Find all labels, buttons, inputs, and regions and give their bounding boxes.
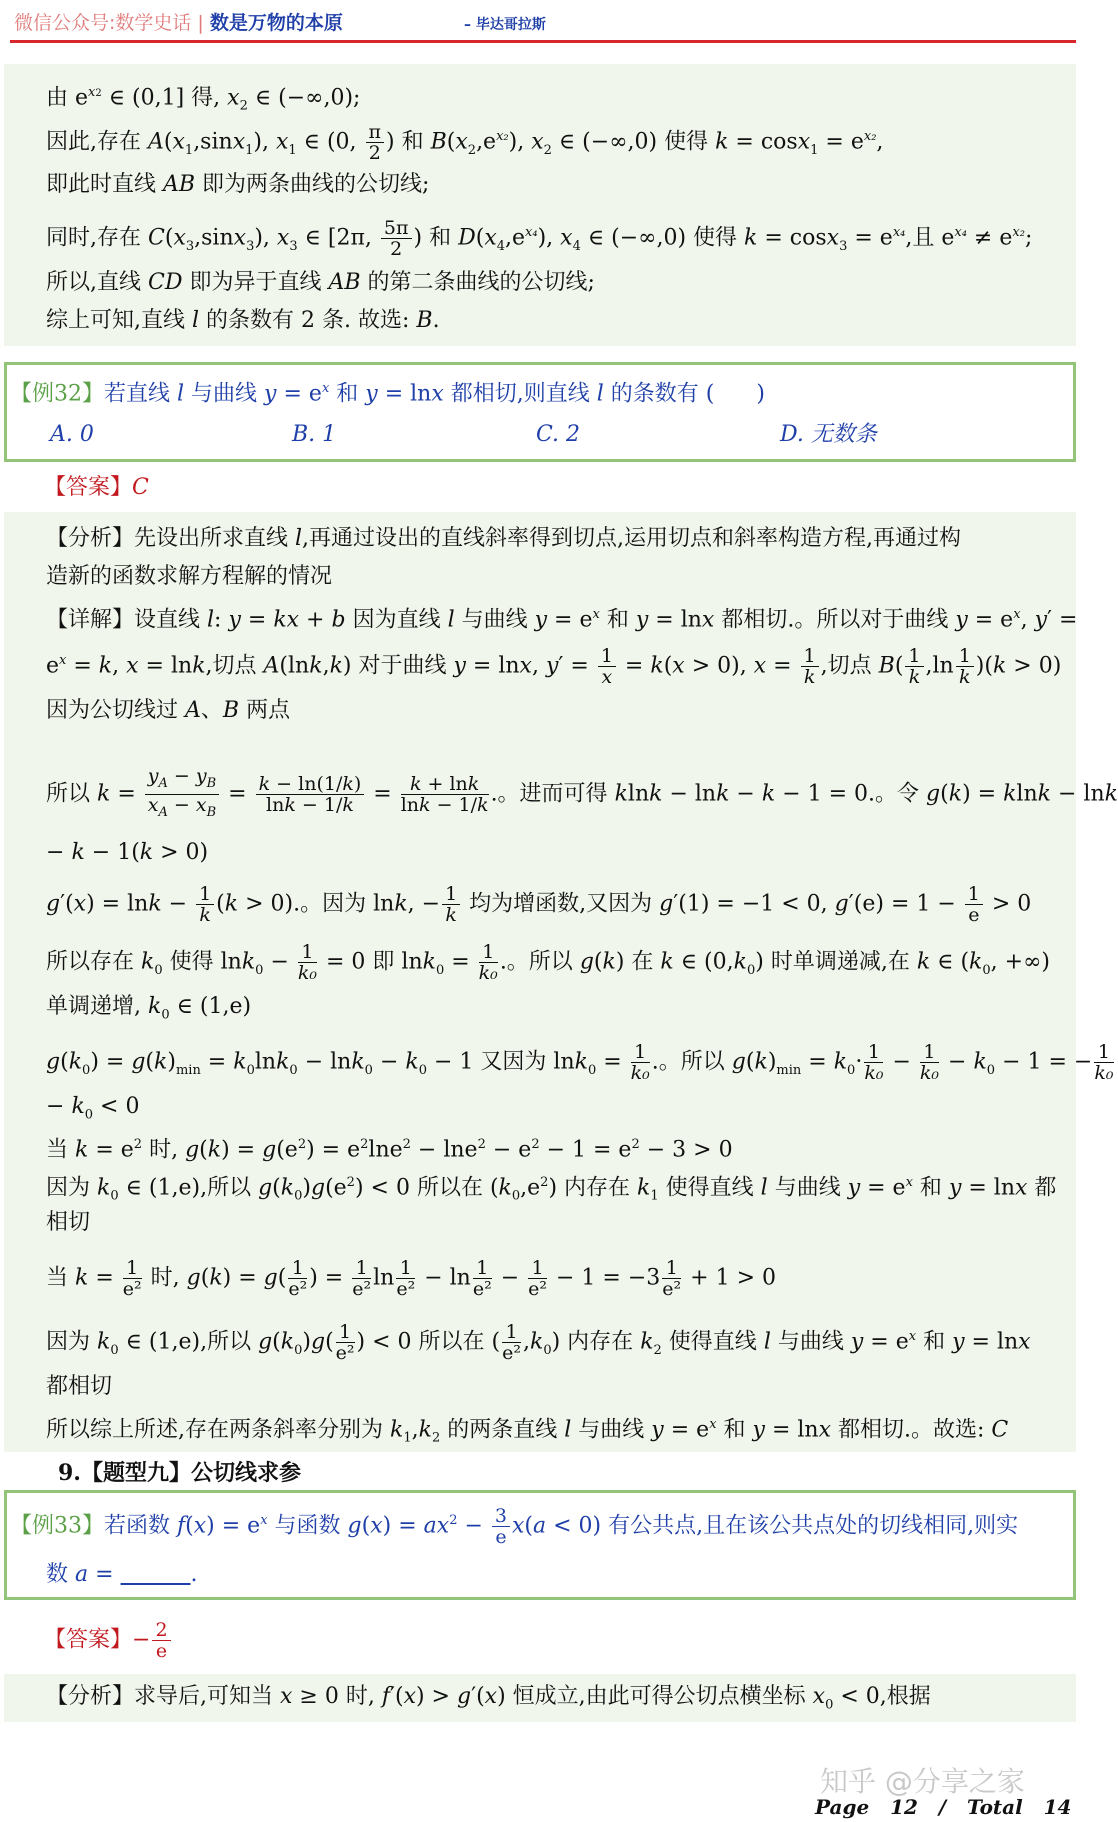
solution-line: 所以存在 $k_0$ 使得 lnk$_0$ − $\frac{1}{\text{k₀}}$ = 0 即 lnk$_0$ = $\frac{1}{\text{k₀}}$ .。所以 g(k) 在 k ∈ $(0,k_0)$ 时单调递减,在 k ∈ ($k_0$, +∞) [46, 941, 1050, 984]
solution-line: 单调递增, $k_0$ ∈ (1,e) [46, 994, 252, 1023]
solution-line: 所以综上所述,存在两条斜率分别为 $k_1,k_2$ 的两条直线 l 与曲线 $y = e^x$ 和 y = lnx 都相切.。故选: C [46, 1417, 1009, 1446]
solution-line: − k − 1(k > 0) [46, 840, 209, 865]
solution-line: 都相切 [46, 1374, 113, 1399]
solution-line: 同时,存在 $C(x_3,\sin x_3)$, $x_3$ ∈ [2π, $\frac{5\pi}{2}$ ) 和 $D(x_4,e^{x_4})$, $x_4$ ∈ (−∞,0) 使得 $k = \cos x_3 = e^{x_4}$,且 $e^{x_4} \ne e^{x_2}$; [46, 217, 1033, 260]
solution-line: 因此,存在 $A(x_1,\sin x_1)$, $x_1$ ∈ (0, $\frac{\pi}{2}$ ) 和 $B(x_2,e^{x_2})$, $x_2$ ∈ (−∞,0) 使得 $k = \cos x_1 = e^{x_2}$, [46, 121, 884, 164]
solution-line: 当 $k = e^2$ 时, $g(k) = g(e^2) = e^2\ln e^2 - \ln e^2 - e^2 - 1 = e^2 - 3 > 0$ [46, 1137, 733, 1163]
answer-value: C [132, 475, 149, 500]
solution-line: $g(k_0) = g(k)_{min} = k_0\ln k_0 - \ln k_0 - k_0 - 1$ 又因为 lnk$_0$ = $\frac{1}{\text{k₀}}$ .。所以 $g(k)_{min} = k_0\cdot$ $\frac{1}{\text{k₀}}$ − $\frac{1}{\text{k₀}}$ − $k_0 - 1$ = − $\frac{1}{\text{k₀}}$ [46, 1041, 1114, 1084]
solution-line: 【详解】设直线 l: y = kx + b 因为直线 l 与曲线 $y = e^x$ 和 y = lnx 都相切.。所以对于曲线 $y = e^x$, y′ = [46, 607, 1078, 633]
example-33-question-line2: 数 a = . [46, 1562, 198, 1587]
example-33-question-line1: 【例33】若函数 $f(x) = e^x$ 与函数 $g(x) = ax^2$ − $\frac{3}{e}$ x(a < 0) 有公共点,且在该公共点处的切线相同,则实 [10, 1505, 1019, 1548]
page-number: 12 [890, 1795, 918, 1819]
solution-line: 所以,直线 CD 即为异于直线 AB 的第二条曲线的公切线; [46, 270, 595, 295]
solution-line: g′(x) = lnk − $\frac{1}{k}$ (k > 0).。因为 lnk, − $\frac{1}{k}$ 均为增函数,又因为 g′(1) = −1 < 0, g′(e) = 1 − $\frac{1}{e}$ > 0 [46, 883, 1032, 926]
solution-line: 因为公切线过 A、B 两点 [46, 698, 291, 723]
example-32-question: 【例32】若直线 l 与曲线 $y = e^x$ 和 y = lnx 都相切,则直线 l 的条数有 ( ) [10, 381, 765, 407]
answer-tag: 【答案】 [44, 475, 133, 500]
solution-line: 由 $e^{x2}$ ∈ (0,1] 得, $x_2$ ∈ (−∞,0); [46, 85, 361, 114]
solution-line: − $k_0 < 0$ [46, 1094, 140, 1123]
solution-line: $e^x = k$, x = lnk,切点 A(lnk,k) 对于曲线 y = lnx, y′ = $\frac{1}{x}$ = k(x > 0), x = $\frac{1}{k}$ ,切点 B( $\frac{1}{k}$ ,ln $\frac{1}{k}$ )(k > 0) [46, 645, 1062, 688]
option-d: D. 无数条 [780, 422, 877, 447]
solution-line: 因为 $k_0$ ∈ (1,e),所以 $g(k_0)g(e^2) < 0$ 所以在 $(k_0,e^2)$ 内存在 $k_1$ 使得直线 l 与曲线 $y = e^x$ 和 y = lnx 都 [46, 1175, 1057, 1204]
header-author: – 毕达哥拉斯 [464, 17, 546, 33]
page-header [14, 8, 546, 38]
solution-line: 造新的函数求解方程解的情况 [46, 564, 333, 589]
header-rule [10, 40, 1076, 43]
solution-line: 【分析】求导后,可知当 x ≥ 0 时, f′(x) > g′(x) 恒成立,由此可得公切点横坐标 $x_0 < 0$,根据 [46, 1684, 931, 1713]
solution-line: 综上可知,直线 l 的条数有 2 条. 故选: B. [46, 308, 440, 333]
solution-line: 所以 k = $\frac{y_A - y_B}{x_A - x_B}$ = $\frac{k - \ln(1/k)}{\ln k - 1/k}$ = $\frac{k + \ln k}{\ln k - 1/k}$ .。进而可得 klnk − lnk − k − 1 = 0.。令 g(k) = klnk − lnk [46, 765, 1118, 820]
watermark: 知乎 @分享之家 [820, 1765, 1025, 1798]
solution-line: 相切 [46, 1210, 91, 1235]
solution-line: 即此时直线 AB 即为两条曲线的公切线; [46, 172, 430, 197]
answer-tag: 【答案】 [44, 1627, 133, 1653]
example-33-tag: 【例33】 [10, 1513, 104, 1539]
solution-line: 【分析】先设出所求直线 l,再通过设出的直线斜率得到切点,运用切点和斜率构造方程,再通过构 [46, 526, 962, 551]
solution-line: 因为 $k_0$ ∈ (1,e),所以 $g(k_0)g$( $\frac{1}{\text{e²}}$ ) < 0 所以在 ( $\frac{1}{\text{e²}}$ $,k_0$) 内存在 $k_2$ 使得直线 l 与曲线 $y = e^x$ 和 y = lnx [46, 1321, 1031, 1364]
section-heading: 9.【题型九】公切线求参 [58, 1460, 301, 1486]
option-b: B. 1 [292, 422, 337, 447]
example-32-tag: 【例32】 [10, 381, 104, 407]
answer-32 [44, 473, 149, 503]
option-a: A. 0 [50, 422, 94, 447]
answer-33: 【答案】− $\frac{2}{e}$ [44, 1620, 173, 1661]
option-c: C. 2 [536, 422, 581, 447]
header-title: 数是万物的本原 [209, 12, 343, 34]
page-label: Page [815, 1795, 870, 1819]
header-publisher: 微信公众号:数学史话 [14, 12, 192, 34]
page-slash: / [938, 1795, 947, 1819]
total-pages: 14 [1043, 1795, 1072, 1819]
solution-line: 当 k = $\frac{1}{\text{e²}}$ 时, g(k) = g( $\frac{1}{\text{e²}}$ ) = $\frac{1}{\text{e²}}$ ln $\frac{1}{\text{e²}}$ − ln $\frac{1}{\text{e²}}$ − $\frac{1}{\text{e²}}$ − 1 = −3 $\frac{1}{\text{e²}}$ + 1 > 0 [46, 1257, 777, 1300]
total-label: Total [967, 1795, 1023, 1819]
page-footer [815, 1795, 1071, 1819]
header-separator: | [197, 12, 204, 34]
